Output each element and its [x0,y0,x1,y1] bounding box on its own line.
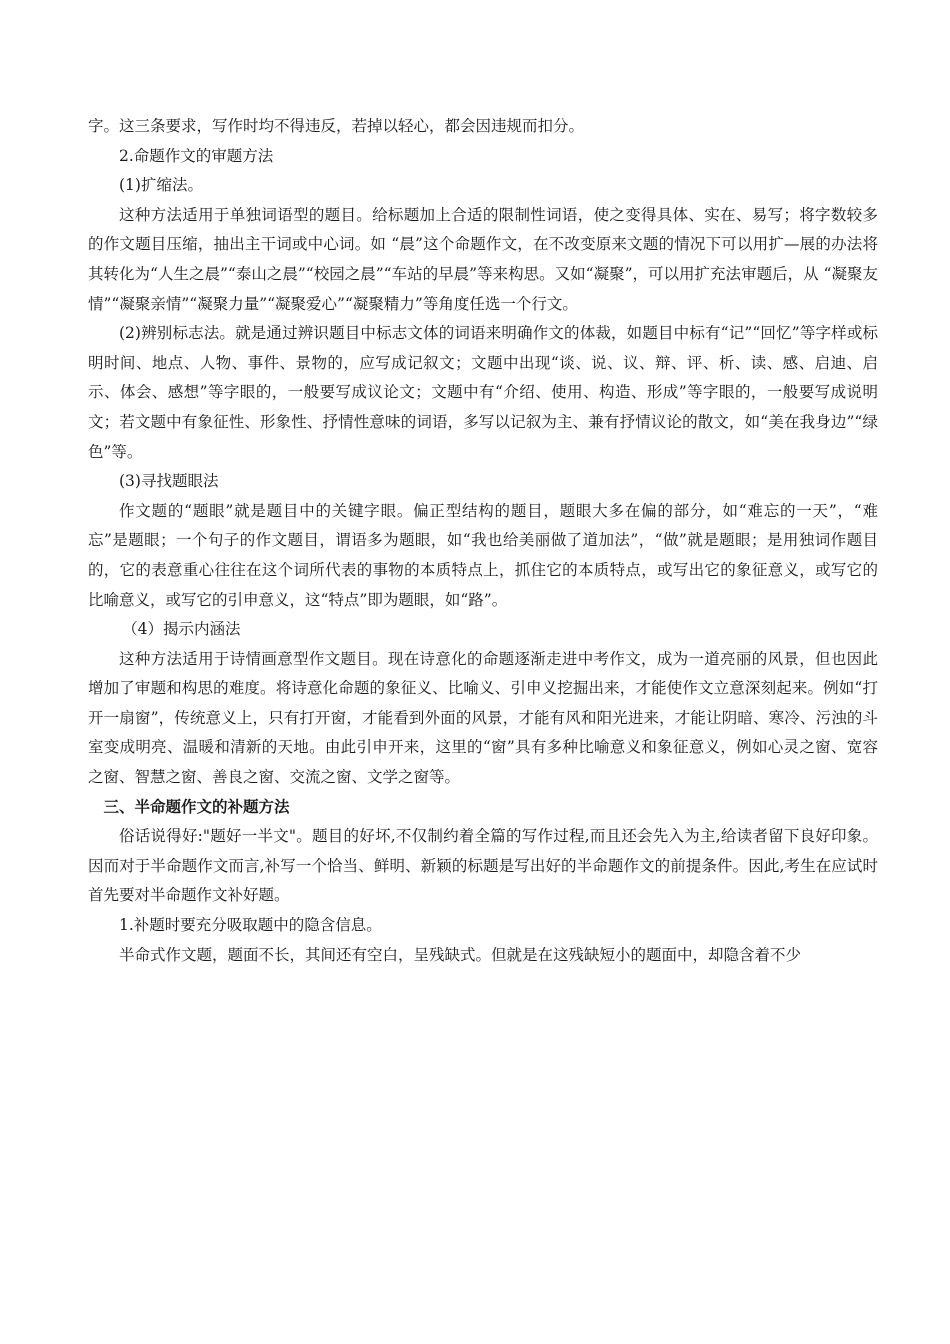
subheading-review-methods: 2.命题作文的审题方法 [119,146,274,165]
method-1-title: (1)扩缩法。 [119,176,203,195]
method-3-title: (3)寻找题眼法 [119,472,219,491]
paragraph-continuation: 字。这三条要求，写作时均不得违反，若掉以轻心，都会因违规而扣分。 [88,117,585,135]
document-page [88,112,878,970]
section-3-intro: 俗话说得好:"题好一半文"。题目的好坏,不仅制约着全篇的写作过程,而且还会先入为主,给读者留下良好印象。因而对于半命题作文而言,补写一个恰当、鲜明、新颖的标题是写出好的半命题作文的前提条件。因此,考生在应试时首先要对半命题作文补好题。 [88,827,878,905]
section-3-point-1-body: 半命式作文题，题面不长，其间还有空白，呈残缺式。但就是在这残缺短小的题面中，却隐含着不少 [119,945,802,964]
method-1-body: 这种方法适用于单独词语型的题目。给标题加上合适的限制性词语，使之变得具体、实在、易写；将字数较多的作文题目压缩，抽出主干词或中心词。如 “晨”这个命题作文，在不改变原来文题的情况下可以用扩—展的办法将其转化为“人生之晨”“泰山之晨”“校园之晨”“车站的早晨”等来构思。又如“凝聚”，可以用扩充法审题后，从 “凝聚友情”“凝聚亲情”“凝聚力量”“凝聚爱心”“凝聚精力”等角度任选一个行文。 [88,205,878,313]
method-3-body: 作文题的“题眼”就是题目中的关键字眼。偏正型结构的题目，题眼大多在偏的部分，如“难忘的一天”，“难忘”是题眼；一个句子的作文题目，谓语多为题眼，如“我也给美丽做了道加法”，“做”就是题眼；是用独词作题目的，它的表意重心往往在这个词所代表的事物的本质特点上，抓住它的本质特点，或写出它的象征意义，或写它的比喻意义，或写它的引申意义，这“特点”即为题眼，如“路”。 [88,501,878,609]
method-4-title: （4）揭示内涵法 [122,620,241,639]
section-heading-3: 三、半命题作文的补题方法 [103,797,290,816]
method-2-body: (2)辨别标志法。就是通过辨识题目中标志文体的词语来明确作文的体裁，如题目中标有“记”“回忆”等字样或标明时间、地点、人物、事件、景物的，应写成记叙文；文题中出现“谈、说、议、辩、评、析、读、感、启迪、启示、体会、感想”等字眼的，一般要写成议论文；文题中有“介绍、使用、构造、形成”等字眼的，一般要写成说明文；若文题中有象征性、形象性、抒情性意味的词语，多写以记叙为主、兼有抒情议论的散文，如“美在我身边”“绿色”等。 [88,324,878,461]
section-3-point-1-title: 1.补题时要充分吸取题中的隐含信息。 [119,916,382,935]
method-4-body: 这种方法适用于诗情画意型作文题目。现在诗意化的命题逐渐走进中考作文，成为一道亮丽的风景，但也因此增加了审题和构思的难度。将诗意化命题的象征义、比喻义、引申义挖掘出来，才能使作文立意深刻起来。例如“打开一扇窗”，传统意义上，只有打开窗，才能看到外面的风景，才能有风和阳光进来，才能让阴暗、寒冷、污浊的斗室变成明亮、温暖和清新的天地。由此引申开来，这里的“窗”具有多种比喻意义和象征意义，例如心灵之窗、宽容之窗、智慧之窗、善良之窗、交流之窗、文学之窗等。 [88,649,878,787]
